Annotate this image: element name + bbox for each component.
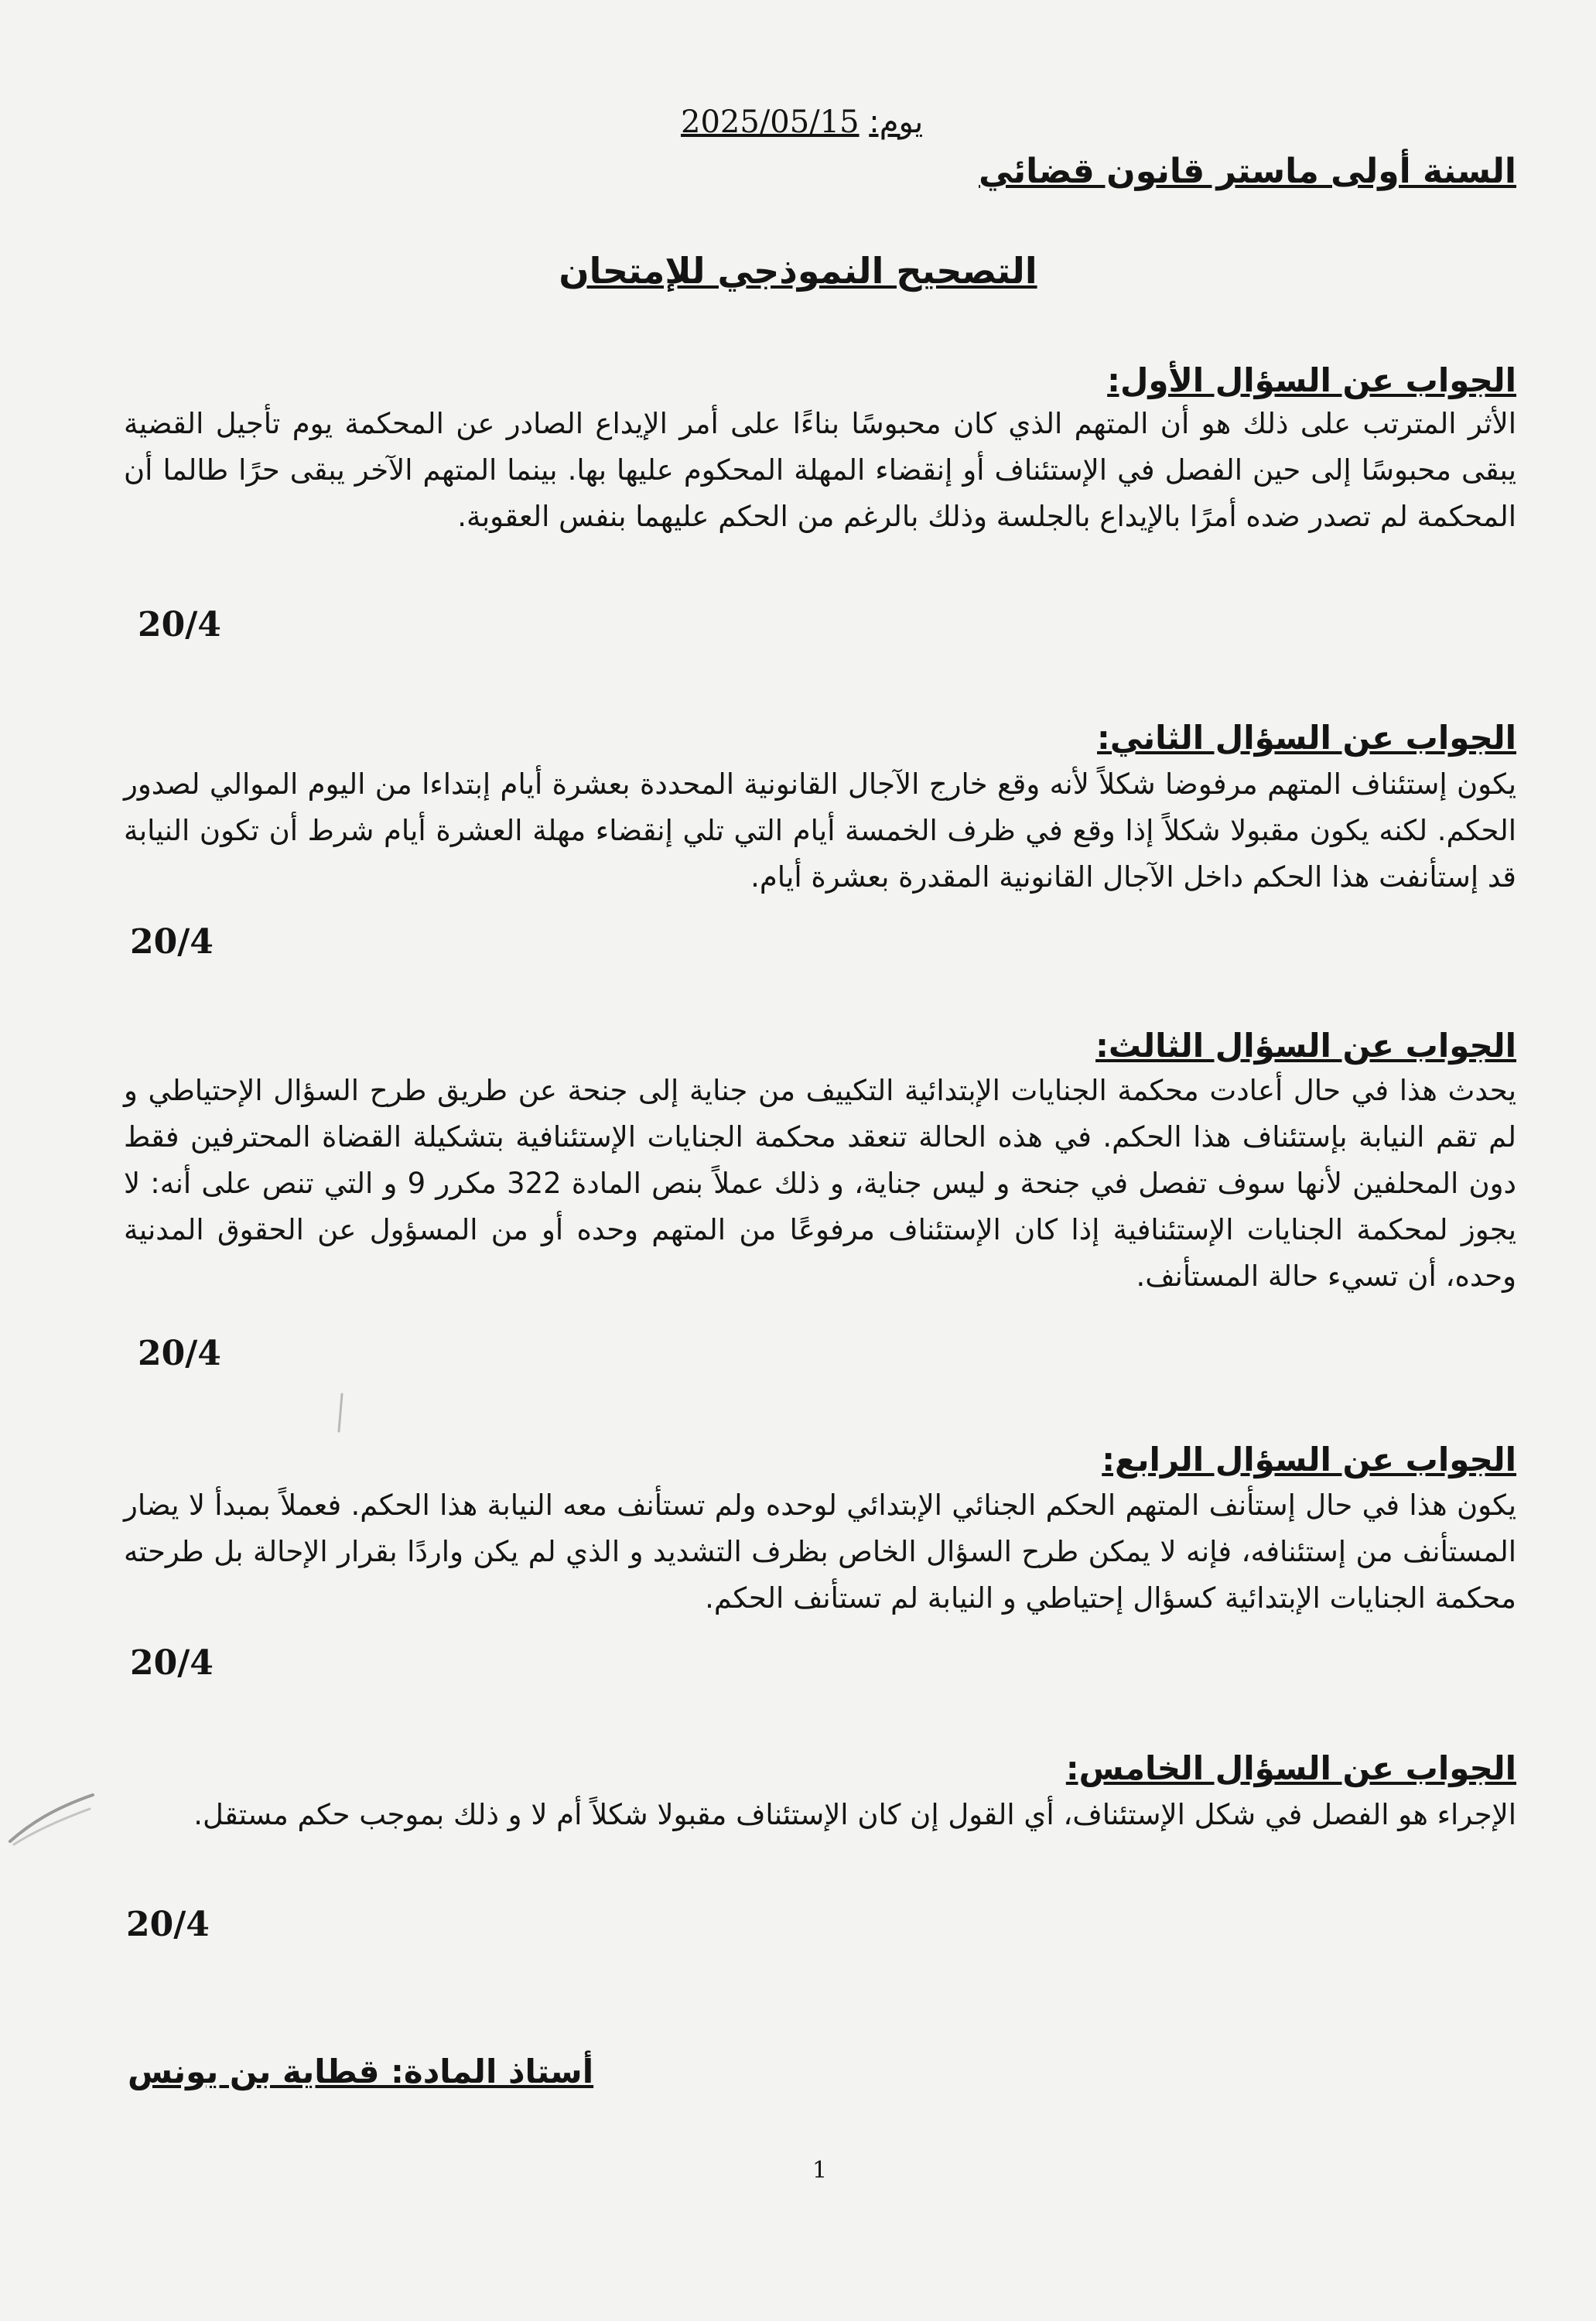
academic-level: السنة أولى ماستر قانون قضائي	[979, 152, 1516, 191]
answer-1-grade: 20/4	[138, 605, 221, 644]
scan-speck-mark	[333, 1391, 348, 1437]
answer-1-heading: الجواب عن السؤال الأول:	[1107, 361, 1516, 399]
answer-5-heading: الجواب عن السؤال الخامس:	[1065, 1749, 1516, 1787]
date-value: 2025/05/15	[681, 104, 860, 140]
answer-4-grade: 20/4	[130, 1643, 214, 1683]
answer-3-heading: الجواب عن السؤال الثالث:	[1095, 1027, 1516, 1065]
date-label: يوم:	[869, 104, 924, 140]
scan-smudge-mark	[6, 1786, 99, 1848]
exam-date	[681, 99, 923, 145]
answer-5-text: الإجراء هو الفصل في شكل الإستئناف، أي القول إن كان الإستئناف مقبولا شكلاً أم لا و ذلك بموجب حكم مستقل.	[193, 1798, 1516, 1831]
answer-2-grade: 20/4	[130, 922, 214, 962]
answer-3-text: يحدث هذا في حال أعادت محكمة الجنايات الإبتدائية التكييف من جناية إلى جنحة عن طريق طرح السؤال الإحتياطي و لم تقم النيابة بإستئناف هذا الحكم. في هذه الحالة تنعقد محكمة الجنايات الإستئنافية بتشكيلة القضاة المحترفين فقط دون المحلفين لأنها سوف تفصل في جنحة و ليس جناية، و ذلك عملاً بنص المادة 322 مكرر 9 و التي تنص على أنه: لا يجوز لمحكمة الجنايات الإستئنافية إذا كان الإستئناف مرفوعًا من المتهم وحده أو من المسؤول عن الحقوق المدنية وحده، أن تسيء حالة المستأنف.	[124, 1074, 1516, 1293]
answer-5-grade: 20/4	[126, 1905, 210, 1944]
answer-3-grade: 20/4	[138, 1334, 221, 1373]
answer-2-text: يكون إستئناف المتهم مرفوضا شكلاً لأنه وقع خارج الآجال القانونية المحددة بعشرة أيام إبتداءا من اليوم الموالي لصدور الحكم. لكنه يكون مقبولا شكلاً إذا وقع في ظرف الخمسة أيام التي تلي إنقضاء مهلة العشرة أيام شرط أن تكون النيابة قد إستأنفت هذا الحكم داخل الآجال القانونية المقدرة بعشرة أيام.	[124, 767, 1516, 894]
page-title: التصحيح النموذجي للإمتحان	[559, 250, 1037, 292]
answer-2-heading: الجواب عن السؤال الثاني:	[1097, 719, 1516, 757]
answer-4-heading: الجواب عن السؤال الرابع:	[1102, 1441, 1516, 1478]
page-number: 1	[812, 2157, 828, 2184]
professor-signature: أستاذ المادة: قطاية بن يونس	[128, 2053, 594, 2090]
answer-4-text: يكون هذا في حال إستأنف المتهم الحكم الجنائي الإبتدائي لوحده ولم تستأنف معه النيابة هذا الحكم. فعملاً بمبدأ لا يضار المستأنف من إستئنافه، فإنه لا يمكن طرح السؤال الخاص بظرف التشديد و الذي لم يكن واردًا بقرار الإحالة بل طرحته محكمة الجنايات الإبتدائية كسؤال إحتياطي و النيابة لم تستأنف الحكم.	[124, 1489, 1516, 1615]
answer-1-text: الأثر المترتب على ذلك هو أن المتهم الذي كان محبوسًا بناءًا على أمر الإيداع الصادر عن المحكمة يوم تأجيل القضية يبقى محبوسًا إلى حين الفصل في الإستئناف أو إنقضاء المهلة المحكوم عليها بها. بينما المتهم الآخر يبقى حرًا طالما أن المحكمة لم تصدر ضده أمرًا بالإيداع بالجلسة وذلك بالرغم من الحكم عليهما بنفس العقوبة.	[124, 407, 1516, 533]
